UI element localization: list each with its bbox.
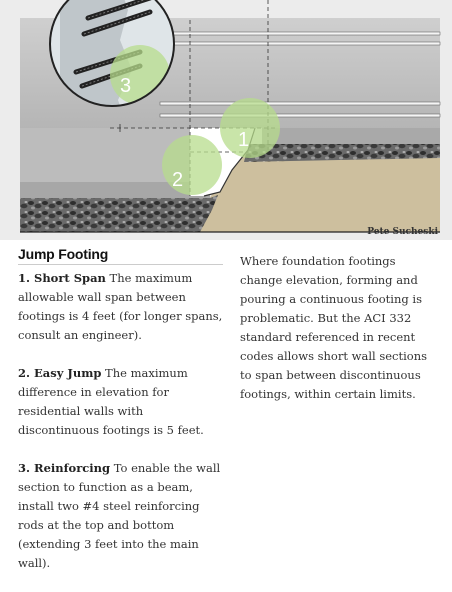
callout-2-label: 2 (172, 169, 184, 191)
item-text: The maximum difference in elevation for residential walls with discontinuous footings is 5 feet. (18, 366, 204, 437)
callout-2-circle (162, 135, 222, 195)
foundation-illustration (0, 0, 452, 240)
heading-divider (18, 264, 223, 265)
item-text: The maximum allowable wall span between footings is 4 feet (for longer spans, consult an engineer). (18, 271, 223, 342)
illustration-credit: Pete Sucheski (367, 227, 438, 237)
right-column (240, 252, 440, 404)
article-heading: Jump Footing (18, 246, 109, 262)
callout-1-circle (220, 98, 280, 158)
callout-1-label: 1 (238, 129, 250, 151)
item-label: 3. Reinforcing (18, 461, 111, 475)
jump-footing-diagram (0, 0, 452, 240)
item-label: 1. Short Span (18, 271, 106, 285)
lower-gravel (20, 195, 218, 232)
left-column (18, 246, 223, 592)
callout-3-label: 3 (120, 75, 132, 97)
item-reinforcing (18, 459, 223, 573)
item-easy-jump (18, 364, 223, 440)
upper-footing (262, 128, 440, 144)
item-short-span (18, 269, 223, 345)
item-label: 2. Easy Jump (18, 366, 102, 380)
item-text: To enable the wall section to function as a beam, install two #4 steel reinforcing rods at the top and bottom (extending 3 feet into the main wall). (18, 461, 221, 570)
intro-paragraph: Where foundation footings change elevation, forming and pouring a continuous footing is problematic. But the ACI 332 standard referenced in recent codes allows short wall sections to span between discontinuous footings, within certain limits. (240, 254, 428, 401)
